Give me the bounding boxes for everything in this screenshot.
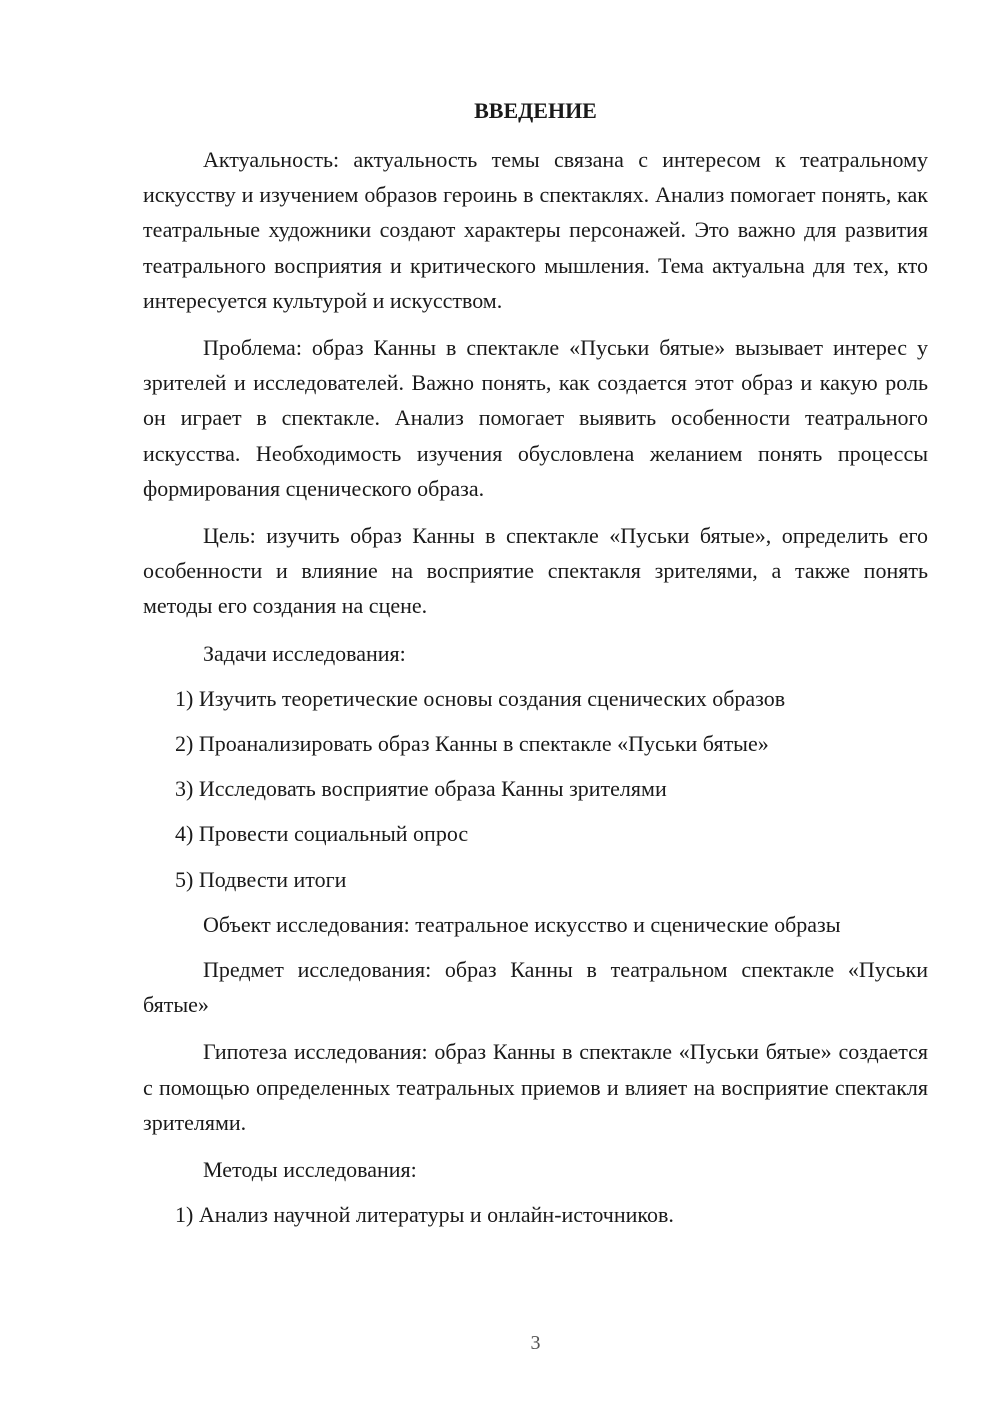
problem-paragraph: Проблема: образ Канны в спектакле «Пуськи бятые» вызывает интерес у зрителей и исследователей. Важно понять, как создается этот образ и какую роль он играет в спектакле. Анализ помогает выявить особенности театрального искусства. Необходимость изучения обусловлена желанием понять процессы формирования сценического образа. bbox=[143, 335, 928, 501]
list-item: 1) Изучить теоретические основы создания сценических образов bbox=[175, 685, 786, 711]
page-number: 3 bbox=[530, 1332, 541, 1354]
hypothesis-paragraph: Гипотеза исследования: образ Канны в спектакле «Пуськи бятые» создается с помощью определенных театральных приемов и влияет на восприятие спектакля зрителями. bbox=[143, 1039, 928, 1135]
list-item: 1) Анализ научной литературы и онлайн-источников. bbox=[175, 1202, 674, 1228]
methods-heading: Методы исследования: bbox=[203, 1157, 417, 1183]
list-item: 4) Провести социальный опрос bbox=[175, 821, 469, 847]
list-item: 5) Подвести итоги bbox=[175, 866, 347, 892]
page-title-text: ВВЕДЕНИЕ bbox=[474, 98, 597, 123]
relevance-paragraph: Актуальность: актуальность темы связана с интересом к театральному искусству и изучением образов героинь в спектаклях. Анализ помогает понять, как театральные художники создают характеры персонажей. Это важно для развития театрального восприятия и критического мышления. Тема актуальна для тех, кто интересуется культурой и искусством. bbox=[143, 147, 928, 313]
document-page bbox=[143, 0, 928, 1414]
tasks-heading: Задачи исследования: bbox=[203, 640, 406, 666]
document-body bbox=[143, 142, 928, 1242]
tasks-list bbox=[143, 681, 928, 897]
methods-list bbox=[143, 1197, 928, 1232]
subject-paragraph: Предмет исследования: образ Канны в театральном спектакле «Пуськи бятые» bbox=[143, 957, 928, 1018]
page-title bbox=[143, 96, 928, 126]
object-paragraph: Объект исследования: театральное искусство и сценические образы bbox=[203, 911, 841, 937]
list-item: 2) Проанализировать образ Канны в спектакле «Пуськи бятые» bbox=[175, 731, 769, 757]
goal-paragraph: Цель: изучить образ Канны в спектакле «Пуськи бятые», определить его особенности и влияние на восприятие спектакля зрителями, а также понять методы его создания на сцене. bbox=[143, 523, 928, 619]
list-item: 3) Исследовать восприятие образа Канны зрителями bbox=[175, 776, 667, 802]
